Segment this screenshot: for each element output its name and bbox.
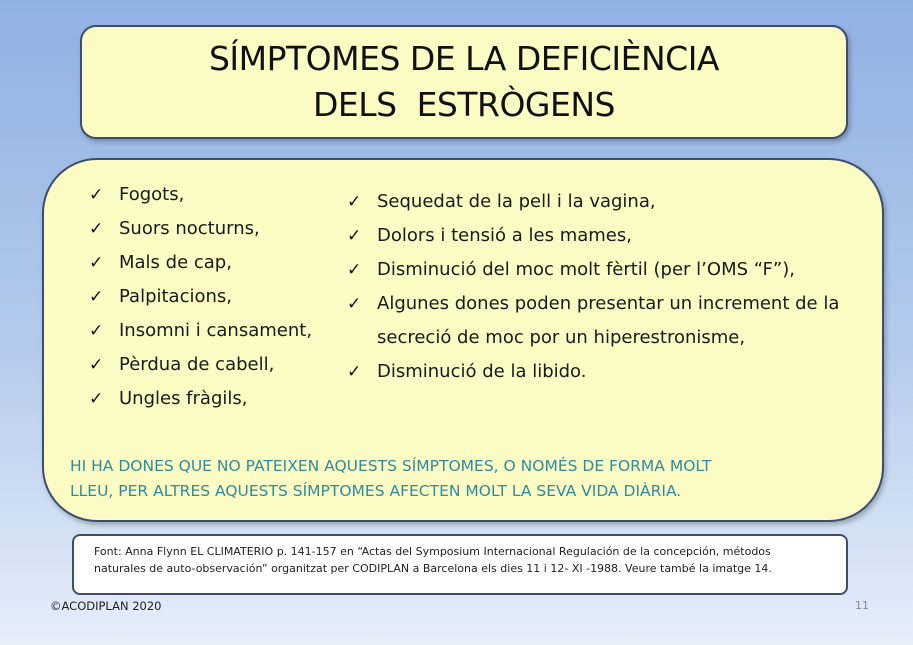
symptom-text: Ungles fràgils,: [119, 388, 248, 409]
title-line-1: SÍMPTOMES DE LA DEFICIÈNCIA: [208, 39, 720, 78]
check-icon: ✓: [89, 389, 104, 409]
list-item: [89, 178, 312, 212]
list-item: [89, 314, 312, 348]
symptom-text: Sequedat de la pell i la vagina,: [377, 191, 656, 212]
symptom-text: Pèrdua de cabell,: [119, 354, 275, 375]
symptom-text: Fogots,: [119, 184, 185, 205]
list-item: [347, 287, 867, 355]
note-text: HI HA DONES QUE NO PATEIXEN AQUESTS SÍMPTOMES, O NOMÉS DE FORMA MOLT LLEU, PER ALTRES AQUESTS SÍMPTOMES AFECTEN MOLT LA SEVA VIDA DIÀRIA.: [70, 457, 712, 500]
symptoms-list-right: [347, 185, 867, 389]
symptom-text: Palpitacions,: [119, 286, 233, 307]
check-icon: ✓: [347, 192, 362, 212]
list-item: [89, 348, 312, 382]
list-item: [89, 382, 312, 416]
page-number: 11: [855, 599, 869, 612]
check-icon: ✓: [89, 253, 104, 273]
symptom-text: Disminució de la libido.: [377, 361, 587, 382]
copyright: ©ACODIPLAN 2020: [50, 599, 162, 613]
title-line-2: DELS ESTRÒGENS: [313, 85, 615, 124]
symptom-text: Dolors i tensió a les mames,: [377, 225, 632, 246]
list-item: [347, 185, 867, 219]
check-icon: ✓: [347, 294, 362, 314]
check-icon: ✓: [347, 362, 362, 382]
list-item: [89, 280, 312, 314]
symptom-text: Insomni i cansament,: [119, 320, 313, 341]
check-icon: ✓: [89, 185, 104, 205]
list-item: [347, 219, 867, 253]
title-box: [80, 25, 848, 139]
symptoms-list-left: [89, 178, 312, 416]
check-icon: ✓: [347, 260, 362, 280]
source-citation: Font: Anna Flynn EL CLIMATERIO p. 141-157 en “Actas del Symposium Internacional Regulación de la concepción, métodos naturales de auto-observación” organitzat per CODIPLAN a Barcelona els dies 11 i 12- XI -1988. Veure també la imatge 14.: [72, 534, 848, 595]
symptom-text: Mals de cap,: [119, 252, 232, 273]
list-item: [89, 212, 312, 246]
symptom-text: Disminució del moc molt fèrtil (per l’OMS “F”),: [377, 259, 795, 280]
list-item: [347, 253, 867, 287]
check-icon: ✓: [89, 355, 104, 375]
symptoms-box: [42, 158, 884, 522]
list-item: [89, 246, 312, 280]
symptom-text: Suors nocturns,: [119, 218, 260, 239]
symptom-text: Algunes dones poden presentar un increment de la secreció de moc por un hiperestronisme,: [377, 293, 840, 348]
check-icon: ✓: [347, 226, 362, 246]
list-item: [347, 355, 867, 389]
check-icon: ✓: [89, 219, 104, 239]
check-icon: ✓: [89, 321, 104, 341]
check-icon: ✓: [89, 287, 104, 307]
